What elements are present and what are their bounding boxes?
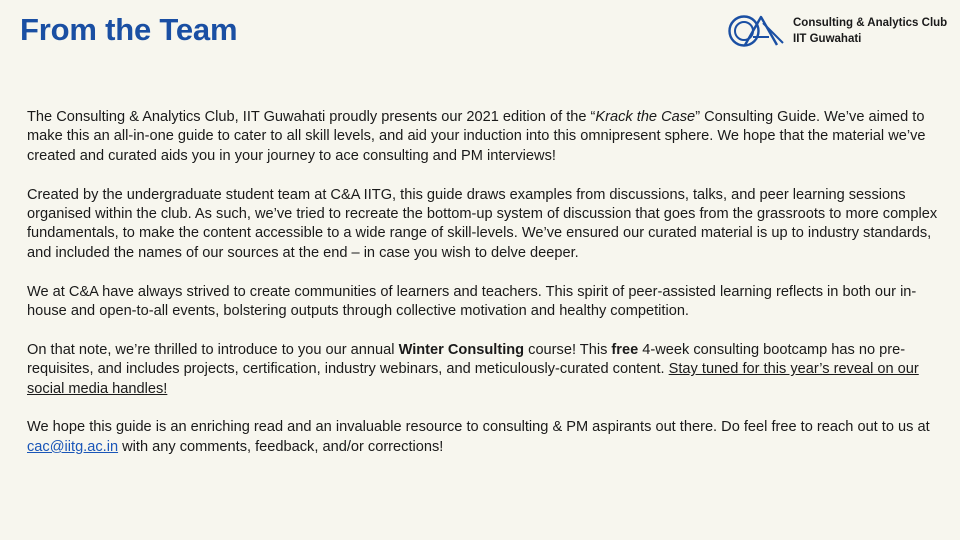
paragraph-5-text-b: with any comments, feedback, and/or corrections! xyxy=(118,438,444,455)
paragraph-1-text-b: ” Consulting Guide. We’ve aimed to make this an all-in-one guide to cater to all skill levels, and aid your induction into this omnipresent sphere. We hope that the material we’ve created and curated aids you in your journey to ace consulting and PM interviews! xyxy=(27,109,926,164)
paragraph-1-text-a: The Consulting & Analytics Club, IIT Guwahati proudly presents our 2021 edition of the “ xyxy=(27,109,596,125)
paragraph-5-text-a: We hope this guide is an enriching read and an invaluable resource to consulting & PM aspirants out there. Do feel free to reach out to us at xyxy=(27,419,930,436)
paragraph-4-text-a: On that note, we’re thrilled to introduce to you our annual xyxy=(27,341,399,358)
paragraph-4 xyxy=(27,341,942,399)
paragraph-4-text-c: 4-week consulting bootcamp has no pre-requisites, and includes projects, certification, industry webinars, and meticulously-curated content. xyxy=(27,341,906,378)
course-name: Winter Consulting xyxy=(398,341,525,358)
club-logo xyxy=(727,14,947,48)
paragraph-5 xyxy=(27,418,942,457)
guide-title: Krack the Case xyxy=(595,109,696,125)
paragraph-2: Created by the undergraduate student team at C&A IITG, this guide draws examples from discussions, talks, and peer learning sessions organised within the club. As such, we’ve tried to recreate the bottom-up system of discussion that goes from the grassroots to more complex fundamentals, to make the content accessible to a wide range of skill-levels. We’ve ensured our curated material is up to industry standards, and included the names of our sources at the end – in case you wish to delve deeper. xyxy=(27,186,938,261)
paragraph-1 xyxy=(27,108,942,166)
logo-line-2: IIT Guwahati xyxy=(793,33,862,45)
free-label: free xyxy=(611,341,639,358)
paragraph-4-text-b: course! This xyxy=(524,341,612,358)
page-title: From the Team xyxy=(20,12,238,47)
stay-tuned-note: Stay tuned for this year’s reveal on our social media handles! xyxy=(27,361,919,397)
club-logo-icon xyxy=(727,14,789,48)
contact-email-link[interactable]: cac@iitg.ac.in xyxy=(27,438,119,455)
paragraph-3: We at C&A have always strived to create communities of learners and teachers. This spirit of peer-assisted learning reflects in both our in-house and open-to-all events, bolstering outputs through collective motivation and healthy competition. xyxy=(27,283,917,320)
letter-body xyxy=(27,108,942,477)
logo-line-1: Consulting & Analytics Club xyxy=(793,17,948,29)
logo-text xyxy=(793,15,947,47)
